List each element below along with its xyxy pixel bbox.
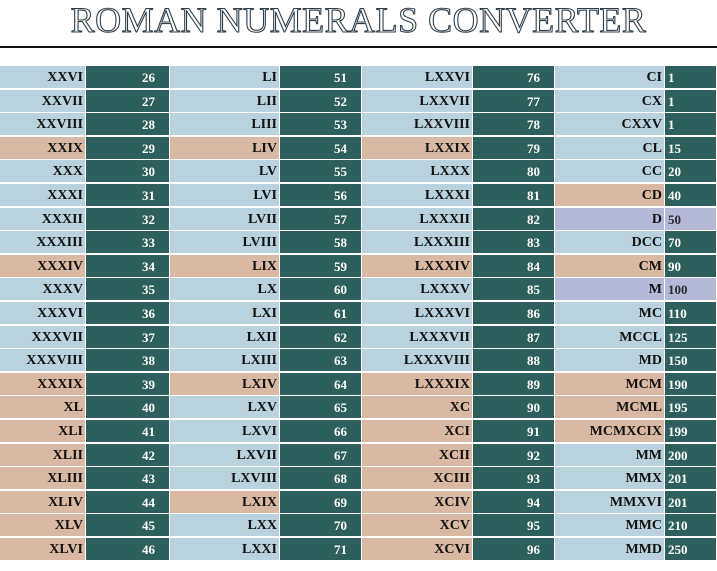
number-cell[interactable]: 32 xyxy=(86,208,170,231)
roman-cell[interactable]: MMX xyxy=(555,467,665,490)
number-cell[interactable]: 91 xyxy=(473,420,555,443)
roman-cell[interactable]: CI xyxy=(555,66,665,89)
number-cell[interactable]: 201 xyxy=(665,467,717,490)
number-cell[interactable]: 44 xyxy=(86,491,170,514)
number-cell[interactable]: 50 xyxy=(665,208,717,231)
number-cell[interactable]: 210 xyxy=(665,514,717,537)
number-cell[interactable]: 54 xyxy=(280,137,362,160)
roman-cell[interactable]: LVII xyxy=(170,208,280,231)
roman-cell[interactable]: XXVI xyxy=(0,66,86,89)
roman-cell[interactable]: MCMXCIX xyxy=(555,420,665,443)
roman-cell[interactable]: XLIV xyxy=(0,491,86,514)
number-cell[interactable]: 250 xyxy=(665,538,717,561)
roman-cell[interactable]: MMC xyxy=(555,514,665,537)
number-cell[interactable]: 110 xyxy=(665,302,717,325)
number-cell[interactable]: 150 xyxy=(665,349,717,372)
number-cell[interactable]: 67 xyxy=(280,444,362,467)
roman-cell[interactable]: LXXVI xyxy=(362,66,473,89)
number-cell[interactable]: 95 xyxy=(473,514,555,537)
roman-cell[interactable]: LXIII xyxy=(170,349,280,372)
number-cell[interactable]: 68 xyxy=(280,467,362,490)
number-cell[interactable]: 81 xyxy=(473,184,555,207)
number-cell[interactable]: 84 xyxy=(473,255,555,278)
roman-cell[interactable]: LXXXII xyxy=(362,208,473,231)
number-cell[interactable]: 200 xyxy=(665,444,717,467)
roman-cell[interactable]: XCV xyxy=(362,514,473,537)
roman-cell[interactable]: DCC xyxy=(555,231,665,254)
roman-cell[interactable]: XXXVII xyxy=(0,326,86,349)
number-cell[interactable]: 190 xyxy=(665,373,717,396)
number-cell[interactable]: 46 xyxy=(86,538,170,561)
number-cell[interactable]: 83 xyxy=(473,231,555,254)
number-cell[interactable]: 58 xyxy=(280,231,362,254)
roman-cell[interactable]: LXVII xyxy=(170,444,280,467)
number-cell[interactable]: 201 xyxy=(665,491,717,514)
roman-cell[interactable]: XLI xyxy=(0,420,86,443)
roman-cell[interactable]: XC xyxy=(362,396,473,419)
roman-cell[interactable]: LXV xyxy=(170,396,280,419)
roman-cell[interactable]: LXXXVII xyxy=(362,326,473,349)
roman-cell[interactable]: XXXIX xyxy=(0,373,86,396)
number-cell[interactable]: 35 xyxy=(86,278,170,301)
number-cell[interactable]: 27 xyxy=(86,90,170,113)
roman-cell[interactable]: LXXIX xyxy=(362,137,473,160)
roman-cell[interactable]: CX xyxy=(555,90,665,113)
number-cell[interactable]: 89 xyxy=(473,373,555,396)
roman-cell[interactable]: XL xyxy=(0,396,86,419)
number-cell[interactable]: 59 xyxy=(280,255,362,278)
roman-cell[interactable]: XXXIV xyxy=(0,255,86,278)
roman-cell[interactable]: MMD xyxy=(555,538,665,561)
number-cell[interactable]: 45 xyxy=(86,514,170,537)
number-cell[interactable]: 63 xyxy=(280,349,362,372)
number-cell[interactable]: 60 xyxy=(280,278,362,301)
roman-cell[interactable]: LIV xyxy=(170,137,280,160)
roman-cell[interactable]: LXXXV xyxy=(362,278,473,301)
roman-cell[interactable]: LXXXVIII xyxy=(362,349,473,372)
roman-cell[interactable]: MCM xyxy=(555,373,665,396)
number-cell[interactable]: 41 xyxy=(86,420,170,443)
number-cell[interactable]: 39 xyxy=(86,373,170,396)
roman-cell[interactable]: XXVII xyxy=(0,90,86,113)
roman-cell[interactable]: LXII xyxy=(170,326,280,349)
number-cell[interactable]: 100 xyxy=(665,278,717,301)
title-divider xyxy=(0,46,717,48)
number-cell[interactable]: 40 xyxy=(665,184,717,207)
roman-cell[interactable]: CD xyxy=(555,184,665,207)
roman-cell[interactable]: MMXVI xyxy=(555,491,665,514)
roman-cell[interactable]: XCIII xyxy=(362,467,473,490)
roman-cell[interactable]: XXVIII xyxy=(0,113,86,136)
number-cell[interactable]: 70 xyxy=(665,231,717,254)
roman-cell[interactable]: MC xyxy=(555,302,665,325)
page-title: ROMAN NUMERALS CONVERTER xyxy=(70,0,647,40)
number-cell[interactable]: 42 xyxy=(86,444,170,467)
number-cell[interactable]: 77 xyxy=(473,90,555,113)
number-cell[interactable]: 61 xyxy=(280,302,362,325)
number-cell[interactable]: 71 xyxy=(280,538,362,561)
roman-cell[interactable]: XXX xyxy=(0,160,86,183)
roman-cell[interactable]: LXXXI xyxy=(362,184,473,207)
number-cell[interactable]: 65 xyxy=(280,396,362,419)
roman-cell[interactable]: CXXV xyxy=(555,113,665,136)
numerals-table xyxy=(0,66,717,571)
number-cell[interactable]: 53 xyxy=(280,113,362,136)
roman-cell[interactable]: LXI xyxy=(170,302,280,325)
number-cell[interactable]: 56 xyxy=(280,184,362,207)
number-cell[interactable]: 79 xyxy=(473,137,555,160)
roman-cell[interactable]: LXXVII xyxy=(362,90,473,113)
number-cell[interactable]: 40 xyxy=(86,396,170,419)
roman-cell[interactable]: LVI xyxy=(170,184,280,207)
number-cell[interactable]: 90 xyxy=(473,396,555,419)
roman-cell[interactable]: LXXX xyxy=(362,160,473,183)
number-cell[interactable]: 1 xyxy=(665,90,717,113)
roman-cell[interactable]: D xyxy=(555,208,665,231)
roman-cell[interactable]: XLVI xyxy=(0,538,86,561)
roman-cell[interactable]: XLIII xyxy=(0,467,86,490)
roman-cell[interactable]: LVIII xyxy=(170,231,280,254)
number-cell[interactable]: 29 xyxy=(86,137,170,160)
roman-cell[interactable]: MCML xyxy=(555,396,665,419)
roman-cell[interactable]: LXXI xyxy=(170,538,280,561)
number-cell[interactable]: 80 xyxy=(473,160,555,183)
number-cell[interactable]: 93 xyxy=(473,467,555,490)
number-cell[interactable]: 87 xyxy=(473,326,555,349)
roman-cell[interactable]: XCVI xyxy=(362,538,473,561)
roman-cell[interactable]: LIX xyxy=(170,255,280,278)
number-cell[interactable]: 51 xyxy=(280,66,362,89)
number-cell[interactable]: 199 xyxy=(665,420,717,443)
roman-cell[interactable]: MCCL xyxy=(555,326,665,349)
roman-cell[interactable]: XXXII xyxy=(0,208,86,231)
number-cell[interactable]: 1 xyxy=(665,113,717,136)
number-cell[interactable]: 57 xyxy=(280,208,362,231)
roman-cell[interactable]: XCIV xyxy=(362,491,473,514)
roman-cell[interactable]: LXVIII xyxy=(170,467,280,490)
title-area xyxy=(0,0,717,47)
roman-cell[interactable]: CM xyxy=(555,255,665,278)
number-cell[interactable]: 78 xyxy=(473,113,555,136)
number-cell[interactable]: 36 xyxy=(86,302,170,325)
roman-cell[interactable]: LXXXIX xyxy=(362,373,473,396)
number-cell[interactable]: 88 xyxy=(473,349,555,372)
number-cell[interactable]: 125 xyxy=(665,326,717,349)
roman-cell[interactable]: XXXV xyxy=(0,278,86,301)
roman-cell[interactable]: LXVI xyxy=(170,420,280,443)
number-cell[interactable]: 92 xyxy=(473,444,555,467)
number-cell[interactable]: 38 xyxy=(86,349,170,372)
number-cell[interactable]: 31 xyxy=(86,184,170,207)
roman-cell[interactable]: XXXIII xyxy=(0,231,86,254)
number-cell[interactable]: 30 xyxy=(86,160,170,183)
number-cell[interactable]: 66 xyxy=(280,420,362,443)
roman-cell[interactable]: XXXI xyxy=(0,184,86,207)
roman-cell[interactable]: M xyxy=(555,278,665,301)
roman-cell[interactable]: XLV xyxy=(0,514,86,537)
number-cell[interactable]: 37 xyxy=(86,326,170,349)
roman-cell[interactable]: CL xyxy=(555,137,665,160)
number-cell[interactable]: 85 xyxy=(473,278,555,301)
number-cell[interactable]: 195 xyxy=(665,396,717,419)
number-cell[interactable]: 26 xyxy=(86,66,170,89)
roman-cell[interactable]: LXXXIV xyxy=(362,255,473,278)
roman-cell[interactable]: XCI xyxy=(362,420,473,443)
roman-cell[interactable]: LV xyxy=(170,160,280,183)
roman-cell[interactable]: LXIX xyxy=(170,491,280,514)
number-cell[interactable]: 90 xyxy=(665,255,717,278)
number-cell[interactable]: 1 xyxy=(665,66,717,89)
roman-cell[interactable]: CC xyxy=(555,160,665,183)
number-cell[interactable]: 33 xyxy=(86,231,170,254)
number-cell[interactable]: 82 xyxy=(473,208,555,231)
roman-cell[interactable]: XXXVIII xyxy=(0,349,86,372)
roman-cell[interactable]: XXXVI xyxy=(0,302,86,325)
number-cell[interactable]: 34 xyxy=(86,255,170,278)
number-cell[interactable]: 96 xyxy=(473,538,555,561)
number-cell[interactable]: 52 xyxy=(280,90,362,113)
number-cell[interactable]: 28 xyxy=(86,113,170,136)
roman-cell[interactable]: MD xyxy=(555,349,665,372)
roman-cell[interactable]: LXXVIII xyxy=(362,113,473,136)
number-cell[interactable]: 55 xyxy=(280,160,362,183)
number-cell[interactable]: 76 xyxy=(473,66,555,89)
number-cell[interactable]: 15 xyxy=(665,137,717,160)
number-cell[interactable]: 62 xyxy=(280,326,362,349)
roman-cell[interactable]: LII xyxy=(170,90,280,113)
roman-cell[interactable]: XXIX xyxy=(0,137,86,160)
roman-cell[interactable]: LI xyxy=(170,66,280,89)
number-cell[interactable]: 64 xyxy=(280,373,362,396)
roman-cell[interactable]: LXXXVI xyxy=(362,302,473,325)
roman-cell[interactable]: LX xyxy=(170,278,280,301)
number-cell[interactable]: 43 xyxy=(86,467,170,490)
roman-cell[interactable]: LIII xyxy=(170,113,280,136)
number-cell[interactable]: 20 xyxy=(665,160,717,183)
number-cell[interactable]: 94 xyxy=(473,491,555,514)
roman-cell[interactable]: LXXXIII xyxy=(362,231,473,254)
number-cell[interactable]: 69 xyxy=(280,491,362,514)
number-cell[interactable]: 86 xyxy=(473,302,555,325)
roman-cell[interactable]: XCII xyxy=(362,444,473,467)
roman-cell[interactable]: LXIV xyxy=(170,373,280,396)
roman-cell[interactable]: MM xyxy=(555,444,665,467)
roman-cell[interactable]: XLII xyxy=(0,444,86,467)
number-cell[interactable]: 70 xyxy=(280,514,362,537)
roman-cell[interactable]: LXX xyxy=(170,514,280,537)
